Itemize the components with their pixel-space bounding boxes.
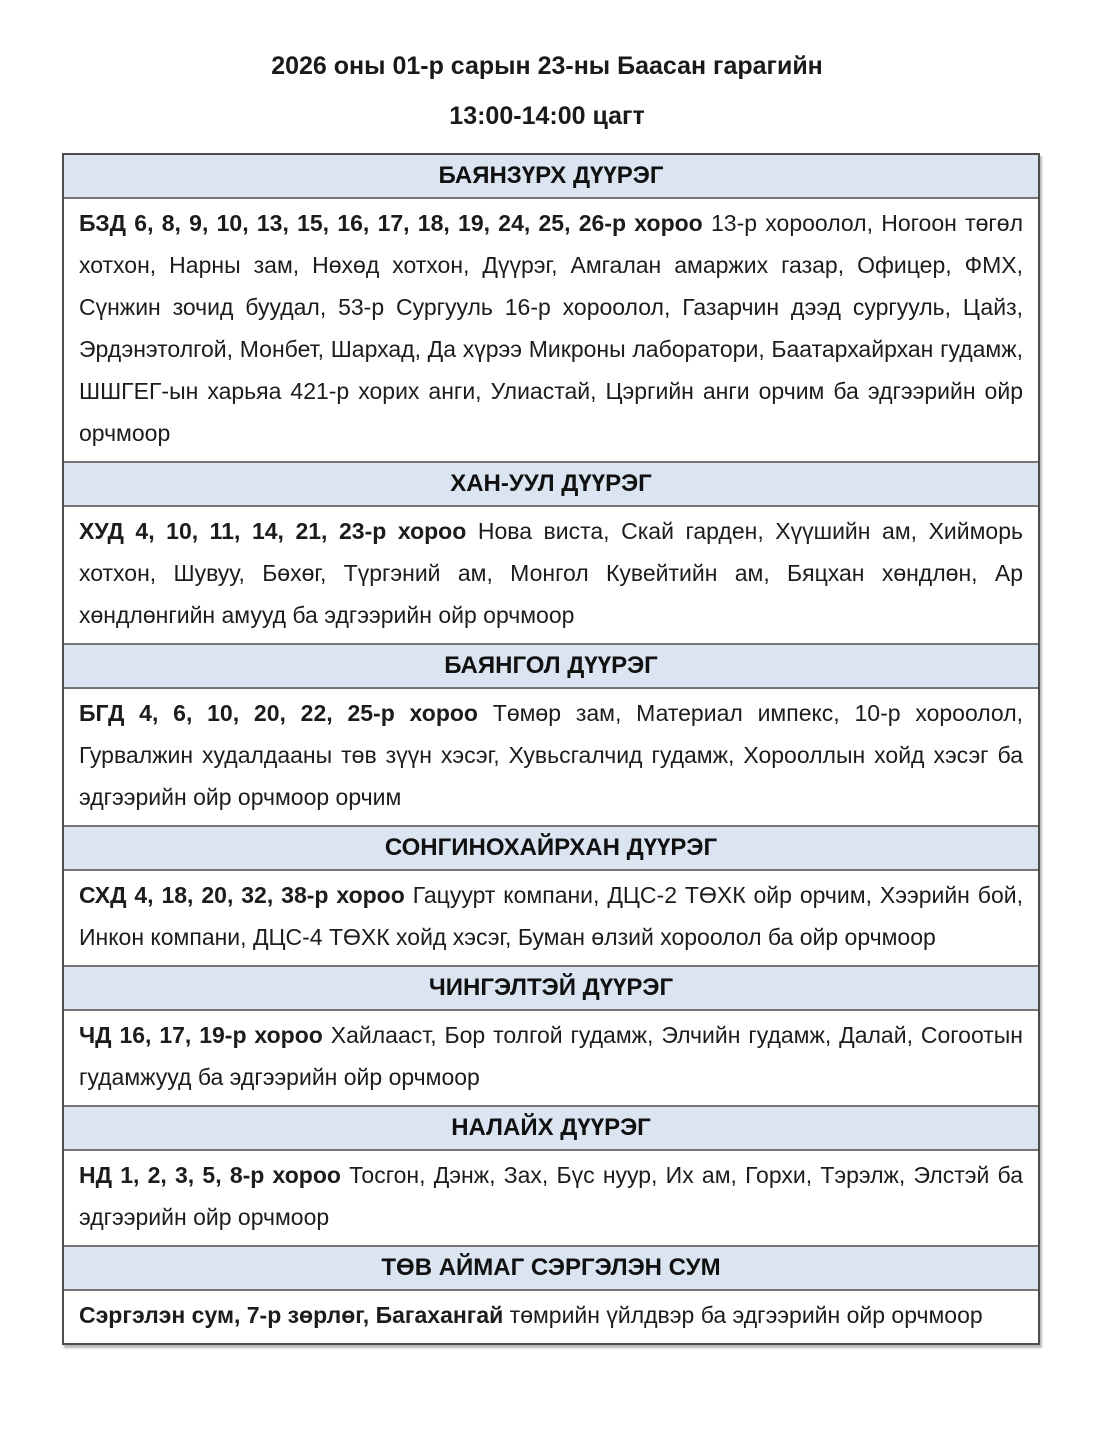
khoroo-list: ЧД 16, 17, 19-р хороо	[79, 1022, 323, 1048]
district-section	[64, 461, 1038, 643]
district-header: СОНГИНОХАЙРХАН ДҮҮРЭГ	[64, 825, 1038, 871]
district-body	[64, 871, 1038, 965]
district-areas-paragraph	[64, 507, 1038, 643]
district-header: НАЛАЙХ ДҮҮРЭГ	[64, 1105, 1038, 1151]
khoroo-list: БГД 4, 6, 10, 20, 22, 25-р хороо	[79, 700, 478, 726]
district-header: ЧИНГЭЛТЭЙ ДҮҮРЭГ	[64, 965, 1038, 1011]
khoroo-list: НД 1, 2, 3, 5, 8-р хороо	[79, 1162, 341, 1188]
district-section	[64, 965, 1038, 1105]
page-title: 2026 оны 01-р сарын 23-ны Баасан гарагийн	[271, 52, 823, 80]
district-section	[64, 1245, 1038, 1343]
area-list: Төмөр зам, Материал импекс, 10-р хороолол, Гурвалжин худалдааны төв зүүн хэсэг, Хувьсгалчид гудамж, Хорооллын хойд хэсэг ба эдгээрийн ойр орчмоор орчим	[79, 700, 1024, 810]
district-section	[64, 825, 1038, 965]
district-body	[64, 1291, 1038, 1343]
district-body	[64, 689, 1038, 825]
schedule-table	[62, 153, 1040, 1345]
district-header: ХАН-УУЛ ДҮҮРЭГ	[64, 461, 1038, 507]
area-list: Нова виста, Скай гарден, Хүүшийн ам, Хийморь хотхон, Шувуу, Бөхөг, Түргэний ам, Монгол Кувейтийн ам, Бяцхан хөндлөн, Ар хөндлөнгийн амууд ба эдгээрийн ойр орчмоор	[79, 518, 1023, 628]
district-section	[64, 155, 1038, 461]
district-areas-paragraph	[64, 1011, 1038, 1105]
district-areas-paragraph	[64, 1291, 1038, 1343]
area-list: Гацуурт компани, ДЦС-2 ТӨХК ойр орчим, Хээрийн бой, Инкон компани, ДЦС-4 ТӨХК хойд хэсэг, Буман өлзий хороолол ба ойр орчмоор	[79, 882, 1024, 950]
area-list: 13-р хороолол, Ногоон төгөл хотхон, Нарны зам, Нөхөд хотхон, Дүүрэг, Амгалан амаржих газар, Офицер, ФМХ, Сүнжин зочид буудал, 53-р Сургууль 16-р хороолол, Газарчин дээд сургууль, Цайз, Эрдэнэтолгой, Монбет, Шархад, Да хүрээ Микроны лаборатори, Баатархайрхан гудамж, ШШГЕГ-ын харьяа 421-р хорих анги, Улиастай, Цэргийн анги орчим ба эдгээрийн ойр орчмоор	[79, 210, 1023, 446]
district-body	[64, 507, 1038, 643]
district-body	[64, 1011, 1038, 1105]
khoroo-list: Сэргэлэн сум, 7-р зөрлөг, Багахангай	[79, 1302, 504, 1328]
district-body	[64, 199, 1038, 461]
district-header: БАЯНЗҮРХ ДҮҮРЭГ	[64, 155, 1038, 199]
area-list: төмрийн үйлдвэр ба эдгээрийн ойр орчмоор	[509, 1302, 983, 1328]
district-header: ТӨВ АЙМАГ СЭРГЭЛЭН СУМ	[64, 1245, 1038, 1291]
district-areas-paragraph	[64, 199, 1038, 461]
area-list: Тосгон, Дэнж, Зах, Бүс нуур, Их ам, Горхи, Тэрэлж, Элстэй ба эдгээрийн ойр орчмоор	[79, 1162, 1023, 1230]
district-section	[64, 643, 1038, 825]
district-header: БАЯНГОЛ ДҮҮРЭГ	[64, 643, 1038, 689]
district-areas-paragraph	[64, 871, 1038, 965]
khoroo-list: СХД 4, 18, 20, 32, 38-р хороо	[79, 882, 405, 908]
district-body	[64, 1151, 1038, 1245]
district-section	[64, 1105, 1038, 1245]
khoroo-list: БЗД 6, 8, 9, 10, 13, 15, 16, 17, 18, 19, 24, 25, 26-р хороо	[79, 210, 703, 236]
khoroo-list: ХУД 4, 10, 11, 14, 21, 23-р хороо	[79, 518, 467, 544]
area-list: Хайлааст, Бор толгой гудамж, Элчийн гудамж, Далай, Согоотын гудамжууд ба эдгээрийн ойр орчмоор	[79, 1022, 1024, 1090]
time-range: 13:00-14:00 цагт	[449, 102, 645, 130]
district-areas-paragraph	[64, 689, 1038, 825]
district-areas-paragraph	[64, 1151, 1038, 1245]
